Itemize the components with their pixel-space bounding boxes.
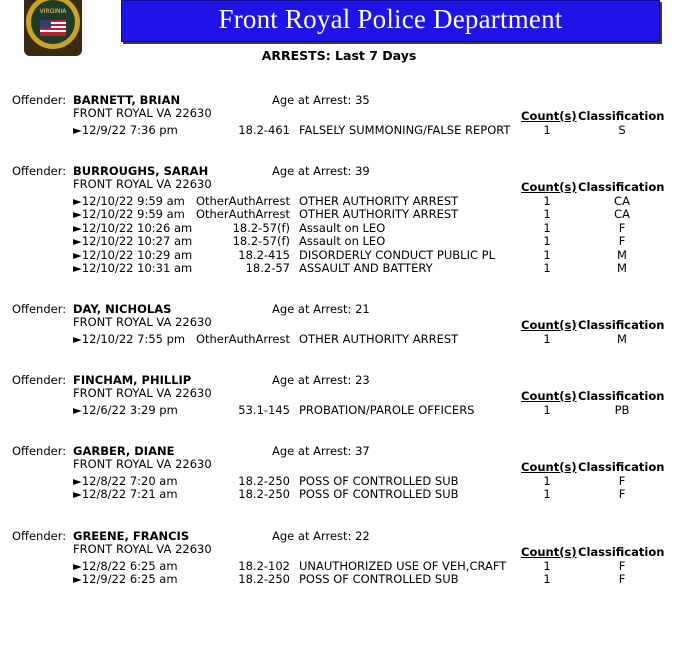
offender-age: Age at Arrest: 21	[272, 302, 370, 316]
charge-description: OTHER AUTHORITY ARREST	[299, 332, 459, 346]
offender-age: Age at Arrest: 22	[272, 529, 370, 543]
charge-row	[0, 261, 678, 274]
offender-age: Age at Arrest: 23	[272, 373, 370, 387]
charge-classification: M	[617, 261, 627, 275]
charge-description: ASSAULT AND BATTERY	[299, 261, 433, 275]
charge-classification: M	[617, 247, 627, 262]
page-header-banner	[121, 0, 660, 42]
offender-label: Offender:	[12, 164, 67, 178]
charge-datetime: ►12/10/22 10:26 am	[73, 220, 193, 235]
charge-row	[0, 221, 678, 234]
charge-count: 1	[543, 559, 551, 573]
charge-description: OTHER AUTHORITY ARREST	[299, 207, 459, 222]
charge-code: OtherAuthArrest	[195, 194, 290, 208]
charge-code: 18.2-250	[238, 572, 290, 587]
charge-datetime: ►12/10/22 9:59 am	[73, 207, 185, 222]
offender-name: BURROUGHS, SARAH	[73, 164, 209, 178]
charge-classification: F	[618, 220, 626, 235]
offender-name: FINCHAM, PHILLIP	[73, 373, 192, 387]
charge-row	[0, 474, 678, 487]
counts-header: Count(s)	[521, 545, 577, 559]
charge-datetime: ►12/9/22 7:36 pm	[73, 123, 178, 137]
charge-code: 18.2-57(f)	[232, 234, 290, 249]
charge-count: 1	[543, 403, 551, 417]
offender-label: Offender:	[12, 529, 67, 543]
report-subtitle: ARRESTS: Last 7 Days	[261, 48, 417, 63]
charge-description: DISORDERLY CONDUCT PUBLIC PL	[299, 247, 495, 262]
charge-code: 18.2-102	[238, 559, 290, 573]
charge-datetime: ►12/8/22 7:20 am	[73, 474, 178, 488]
charge-row	[0, 403, 678, 416]
charge-datetime: ►12/9/22 6:25 am	[73, 572, 178, 587]
charge-description: Assault on LEO	[299, 234, 386, 249]
charge-description: UNAUTHORIZED USE OF VEH,CRAFT	[299, 559, 507, 573]
charge-datetime: ►12/8/22 6:25 am	[73, 559, 178, 573]
offender-label: Offender:	[12, 302, 67, 316]
offender-age: Age at Arrest: 39	[272, 164, 370, 178]
classification-header: Classification	[578, 180, 665, 194]
counts-header: Count(s)	[521, 318, 577, 332]
charge-row	[0, 487, 678, 500]
charge-row	[0, 559, 678, 572]
charge-count: 1	[543, 572, 551, 587]
charge-count: 1	[543, 207, 551, 222]
page-title: Front Royal Police Department	[218, 4, 563, 34]
charge-datetime: ►12/10/22 9:59 am	[73, 194, 185, 208]
charge-code: 18.2-57(f)	[232, 220, 290, 235]
offender-name: GREENE, FRANCIS	[73, 529, 190, 543]
offender-record	[0, 529, 678, 649]
charge-code: 18.2-415	[238, 247, 290, 262]
charge-description: OTHER AUTHORITY ARREST	[299, 194, 459, 208]
charge-row	[0, 234, 678, 247]
offender-address: FRONT ROYAL VA 22630	[73, 386, 212, 400]
charge-code: OtherAuthArrest	[195, 332, 290, 346]
charge-classification: PB	[614, 403, 630, 417]
charge-classification: F	[618, 572, 626, 587]
offender-label: Offender:	[12, 93, 67, 107]
charge-description: POSS OF CONTROLLED SUB	[299, 572, 459, 587]
charge-row	[0, 572, 678, 585]
offender-label: Offender:	[12, 444, 67, 458]
counts-header: Count(s)	[521, 109, 577, 123]
charge-row	[0, 207, 678, 220]
offender-address: FRONT ROYAL VA 22630	[73, 457, 212, 471]
charge-count: 1	[543, 123, 551, 137]
classification-header: Classification	[578, 460, 665, 474]
charge-count: 1	[543, 332, 551, 346]
charge-count: 1	[543, 220, 551, 235]
charge-classification: M	[617, 332, 627, 346]
charge-code: 18.2-57	[245, 261, 290, 275]
charge-datetime: ►12/10/22 7:55 pm	[73, 332, 186, 346]
charge-code: OtherAuthArrest	[195, 207, 290, 222]
offender-record	[0, 164, 678, 284]
charge-code: 53.1-145	[238, 403, 290, 417]
charge-classification: F	[618, 487, 626, 502]
charge-count: 1	[543, 234, 551, 249]
charge-classification: F	[618, 559, 626, 573]
charge-count: 1	[543, 194, 551, 208]
classification-header: Classification	[578, 545, 665, 559]
charge-row	[0, 123, 678, 136]
offender-address: FRONT ROYAL VA 22630	[73, 177, 212, 191]
charge-description: POSS OF CONTROLLED SUB	[299, 474, 459, 488]
classification-header: Classification	[578, 109, 665, 123]
charge-count: 1	[543, 247, 551, 262]
charge-count: 1	[543, 487, 551, 502]
charge-code: 18.2-461	[238, 123, 290, 137]
charge-row	[0, 248, 678, 261]
svg-text:VIRGINIA: VIRGINIA	[39, 8, 67, 15]
charge-datetime: ►12/10/22 10:27 am	[73, 234, 193, 249]
charge-description: Assault on LEO	[299, 220, 386, 235]
charge-classification: CA	[614, 207, 630, 222]
counts-header: Count(s)	[521, 389, 577, 403]
charge-count: 1	[543, 261, 551, 275]
offender-address: FRONT ROYAL VA 22630	[73, 106, 212, 120]
charge-count: 1	[543, 474, 551, 488]
charge-classification: S	[618, 123, 626, 137]
offender-name: GARBER, DIANE	[73, 444, 175, 458]
counts-header: Count(s)	[521, 180, 577, 194]
counts-header: Count(s)	[521, 460, 577, 474]
charge-description: PROBATION/PAROLE OFFICERS	[299, 403, 475, 417]
offender-age: Age at Arrest: 35	[272, 93, 370, 107]
charge-datetime: ►12/8/22 7:21 am	[73, 487, 178, 502]
charge-classification: F	[618, 234, 626, 249]
charge-datetime: ►12/6/22 3:29 pm	[73, 403, 178, 417]
charge-classification: CA	[614, 194, 630, 208]
offender-age: Age at Arrest: 37	[272, 444, 370, 458]
charge-datetime: ►12/10/22 10:29 am	[73, 247, 193, 262]
charge-row	[0, 332, 678, 345]
classification-header: Classification	[578, 318, 665, 332]
charge-description: FALSELY SUMMONING/FALSE REPORT	[299, 123, 511, 137]
charge-row	[0, 194, 678, 207]
offender-address: FRONT ROYAL VA 22630	[73, 315, 212, 329]
charge-classification: F	[618, 474, 626, 488]
offender-label: Offender:	[12, 373, 67, 387]
charge-code: 18.2-250	[238, 487, 290, 502]
offender-address: FRONT ROYAL VA 22630	[73, 542, 212, 556]
offender-name: DAY, NICHOLAS	[73, 302, 172, 316]
charge-code: 18.2-250	[238, 474, 290, 488]
charge-datetime: ►12/10/22 10:31 am	[73, 261, 193, 275]
classification-header: Classification	[578, 389, 665, 403]
charge-description: POSS OF CONTROLLED SUB	[299, 487, 459, 502]
offender-name: BARNETT, BRIAN	[73, 93, 181, 107]
